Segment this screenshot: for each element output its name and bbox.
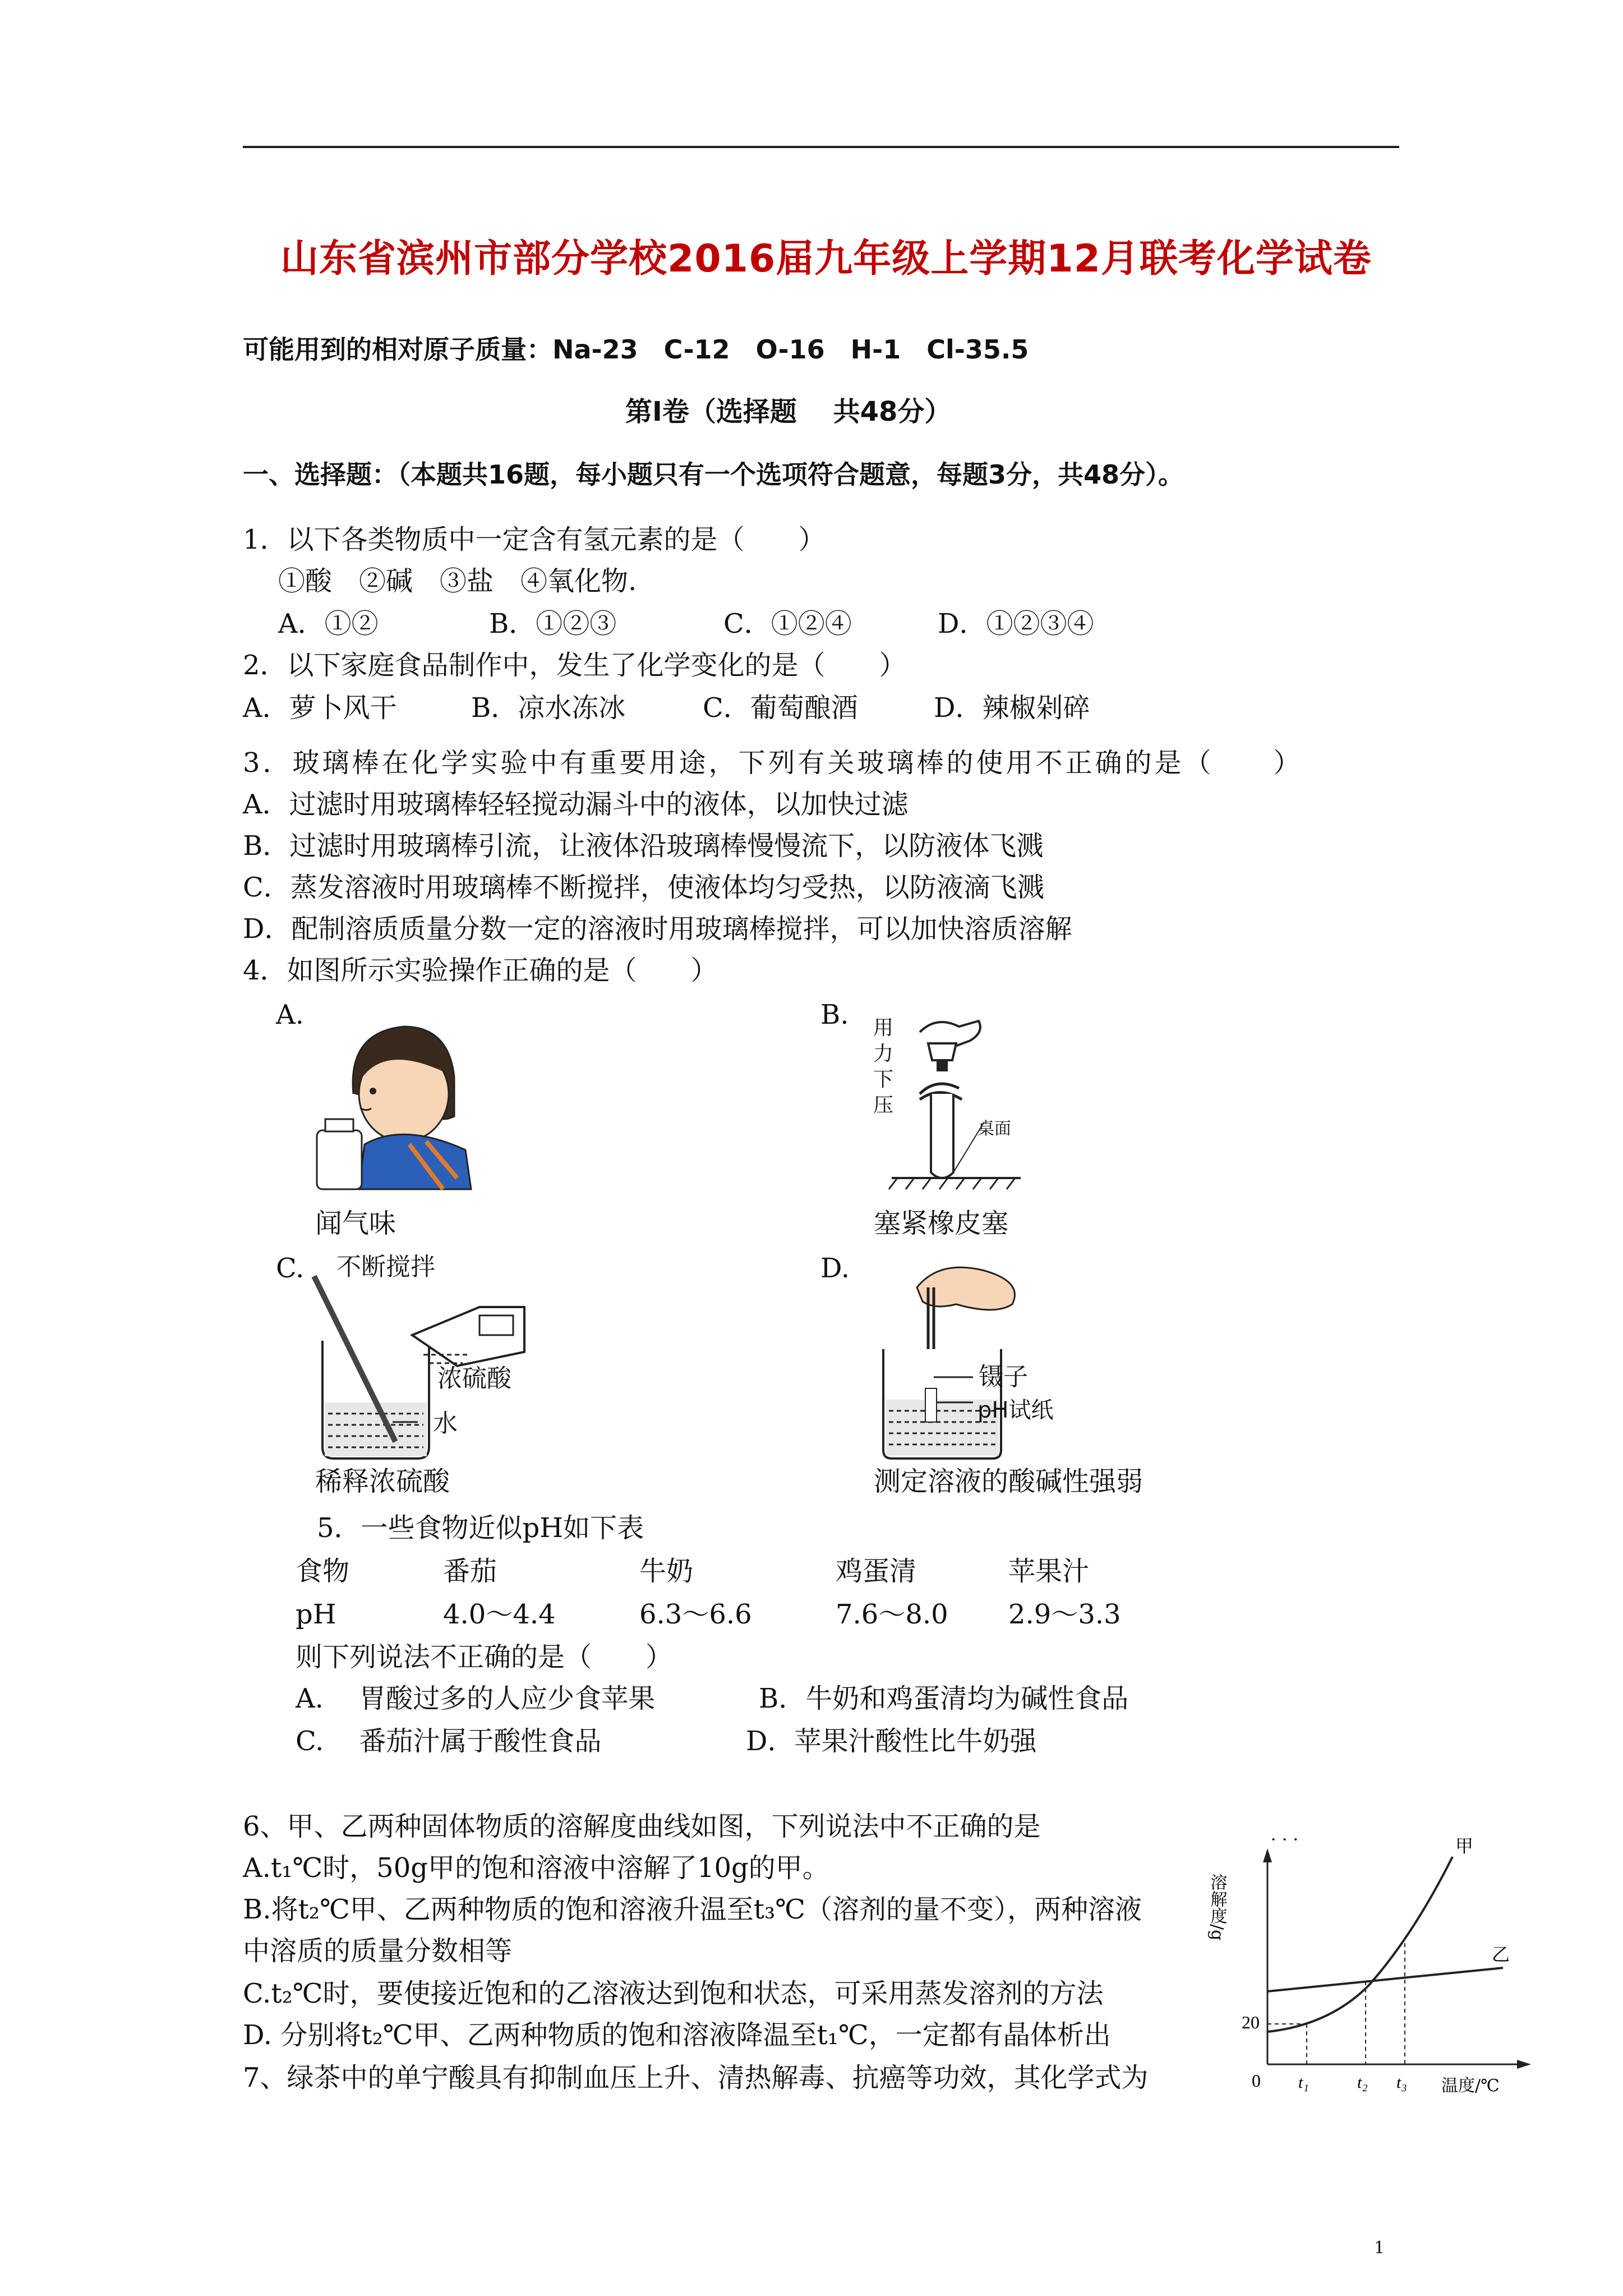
q5-stem: 5．一些食物近似pH如下表 xyxy=(317,1512,644,1544)
q5-option-d: D．苹果汁酸性比牛奶强 xyxy=(746,1726,1037,1757)
dilute-acid-illustration xyxy=(311,1273,552,1464)
q6-option-b-line1: B.将t₂℃甲、乙两种物质的饱和溶液升温至t₃℃（溶剂的量不变），两种溶液 xyxy=(243,1894,1142,1925)
q1-option-a: A．①② xyxy=(278,608,379,639)
q2-option-c: C．葡萄酿酒 xyxy=(703,692,858,724)
q5-option-a: A. 胃酸过多的人应少食苹果 xyxy=(296,1683,656,1714)
y-axis-arrow xyxy=(1263,1848,1272,1862)
b-desk-text: 桌面 xyxy=(978,1119,1011,1139)
q4-c-caption: 稀释浓硫酸 xyxy=(315,1466,450,1497)
d-tweezers-text: 镊子 xyxy=(979,1363,1028,1391)
smell-gas-illustration xyxy=(314,1010,477,1189)
solubility-graph xyxy=(1207,1829,1531,2104)
q5-option-b: B．牛奶和鸡蛋清均为碱性食品 xyxy=(759,1683,1129,1714)
q1-option-b: B．①②③ xyxy=(489,608,617,639)
q4-a-label: A. xyxy=(276,999,304,1030)
q6-option-c: C.t₂℃时，要使接近饱和的乙溶液达到饱和状态，可采用蒸发溶剂的方法 xyxy=(243,1978,1104,2009)
graph-label-jia: 甲 xyxy=(1455,1835,1474,1857)
q5-table-cell-2: 6.3～6.6 xyxy=(639,1599,752,1630)
q5-table-header-2: 牛奶 xyxy=(639,1556,694,1587)
graph-t3: t₃ xyxy=(1396,2073,1407,2092)
q5-table-header-3: 鸡蛋清 xyxy=(836,1556,917,1587)
c-acid-text: 浓硫酸 xyxy=(437,1364,511,1393)
page-number: 1 xyxy=(1374,2238,1385,2258)
q5-table-header-1: 番茄 xyxy=(443,1556,497,1587)
atomic-mass-line: 可能用到的相对原子质量：Na-23 C-12 O-16 H-1 Cl-35.5 xyxy=(243,334,1029,365)
q6-option-a: A.t₁℃时，50g甲的饱和溶液中溶解了10g的甲。 xyxy=(243,1852,829,1884)
ph-test-illustration xyxy=(872,1254,1029,1461)
exam-title: 山东省滨州市部分学校2016届九年级上学期12月联考化学试卷 xyxy=(280,237,1372,281)
q4-d-label: D. xyxy=(820,1253,850,1284)
q5-table-cell-0: pH xyxy=(296,1599,336,1630)
q4-b-caption: 塞紧橡皮塞 xyxy=(874,1208,1009,1239)
q2-stem: 2．以下家庭食品制作中，发生了化学变化的是（ ） xyxy=(243,650,906,681)
graph-origin: 0 xyxy=(1252,2070,1261,2091)
q5-table-cell-3: 7.6～8.0 xyxy=(836,1599,948,1630)
q1-option-c: C．①②④ xyxy=(723,608,852,639)
graph-xlabel: 温度/℃ xyxy=(1441,2076,1500,2096)
q5-table-header-4: 苹果汁 xyxy=(1008,1556,1090,1587)
curve-jia xyxy=(1267,1857,1453,2032)
q4-stem: 4．如图所示实验操作正确的是（ ） xyxy=(243,955,718,986)
stopper-illustration xyxy=(886,1010,1026,1195)
graph-y20: 20 xyxy=(1242,2012,1260,2032)
q5-table-header-0: 食物 xyxy=(296,1556,350,1587)
q3-option-b: B．过滤时用玻璃棒引流，让液体沿玻璃棒慢慢流下，以防液体飞溅 xyxy=(243,830,1044,862)
q1-option-d: D．①②③④ xyxy=(938,608,1094,639)
graph-t2: t₂ xyxy=(1357,2073,1368,2092)
q2-option-a: A．萝卜风干 xyxy=(243,692,397,724)
q5-table-cell-1: 4.0～4.4 xyxy=(443,1599,556,1630)
q5-question: 则下列说法不正确的是（ ） xyxy=(296,1641,673,1673)
q1-items: ①酸 ②碱 ③盐 ④氧化物. xyxy=(278,565,637,597)
d-ph-paper-text: pH试纸 xyxy=(978,1397,1054,1423)
q3-option-a: A．过滤时用玻璃棒轻轻搅动漏斗中的液体，以加快过滤 xyxy=(243,789,909,820)
x-axis-arrow xyxy=(1517,2060,1531,2069)
q5-option-c: C. 番茄汁属于酸性食品 xyxy=(296,1726,602,1757)
q2-option-b: B．凉水冻冰 xyxy=(471,692,626,724)
q6-stem: 6、甲、乙两种固体物质的溶解度曲线如图，下列说法中不正确的是 xyxy=(243,1811,1041,1842)
q4-c-label: C. xyxy=(276,1253,305,1284)
graph-label-yi: 乙 xyxy=(1492,1944,1510,1965)
q1-stem: 1．以下各类物质中一定含有氢元素的是（ ） xyxy=(243,524,826,555)
graph-ylabel: 溶解度/g xyxy=(1207,1874,1227,1941)
b-press-text: 用力下压 xyxy=(873,1016,894,1117)
q2-option-d: D．辣椒剁碎 xyxy=(934,692,1090,724)
header-rule xyxy=(243,146,1399,148)
q5-table-cell-4: 2.9～3.3 xyxy=(1008,1599,1121,1630)
q7-stem: 7、绿茶中的单宁酸具有抑制血压上升、清热解毒、抗癌等功效，其化学式为 xyxy=(243,2062,1149,2093)
graph-dots: · · · xyxy=(1270,1829,1299,1850)
q3-option-c: C．蒸发溶液时用玻璃棒不断搅拌，使液体均匀受热，以防液滴飞溅 xyxy=(243,872,1044,903)
graph-t1: t₁ xyxy=(1298,2073,1309,2092)
q6-option-d: D. 分别将t₂℃甲、乙两种物质的饱和溶液降温至t₁℃，一定都有晶体析出 xyxy=(243,2019,1111,2051)
q4-b-label: B. xyxy=(820,999,849,1030)
c-stir-text: 不断搅拌 xyxy=(336,1253,435,1281)
q3-option-d: D．配制溶质质量分数一定的溶液时用玻璃棒搅拌，可以加快溶质溶解 xyxy=(243,913,1072,945)
q4-d-caption: 测定溶液的酸碱性强弱 xyxy=(874,1466,1144,1497)
c-water-text: 水 xyxy=(433,1409,458,1438)
part-header: 一、选择题：（本题共16题，每小题只有一个选项符合题意，每题3分，共48分）。 xyxy=(243,459,1184,490)
line-yi xyxy=(1267,1968,1503,1991)
section-header: 第Ⅰ卷（选择题 共48分） xyxy=(625,396,952,427)
q6-option-b-line2: 中溶质的质量分数相等 xyxy=(243,1935,513,1967)
q3-stem: 3．玻璃棒在化学实验中有重要用途，下列有关玻璃棒的使用不正确的是（ ） xyxy=(243,747,1303,779)
q4-a-caption: 闻气味 xyxy=(315,1208,396,1239)
